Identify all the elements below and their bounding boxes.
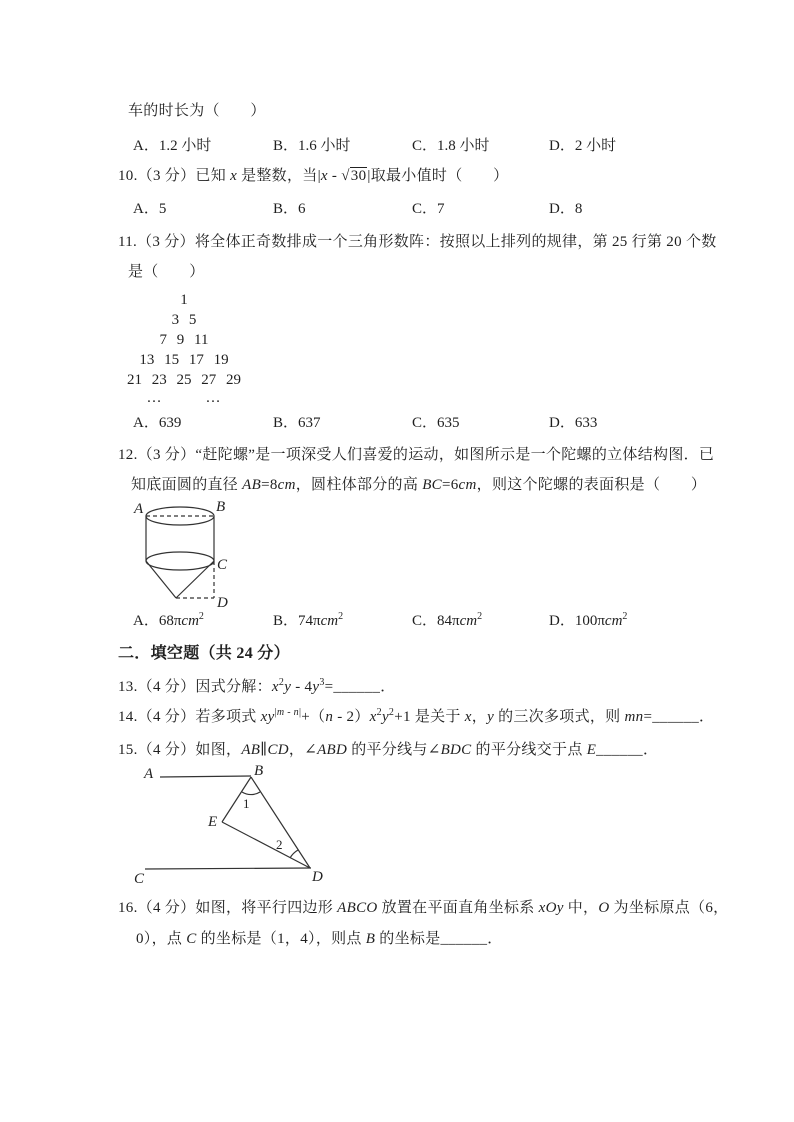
q12-option-a: A．68πcm$^2$ — [133, 611, 204, 629]
q13-stem: 13.（4 分）因式分解：$x^2y$ - $4y^3=\_\_\_\_\_\_$． — [118, 677, 396, 695]
angle-bisector-figure — [130, 761, 330, 889]
point-label-a: A — [134, 501, 144, 517]
point-label-d: D — [217, 595, 228, 611]
q11-option-a: A．639 — [133, 415, 182, 431]
q12-option-d: D．100πcm$^2$ — [549, 611, 628, 629]
point-label-a: A — [144, 766, 154, 782]
line-cd — [145, 868, 311, 869]
q16-stem-line1: 16.（4 分）如图，将平行四边形 ABCO 放置在平面直角坐标系 xOy 中，O 为坐标原点（6， — [118, 900, 729, 916]
q10-option-c: C．7 — [412, 201, 445, 217]
cone-left-side — [146, 561, 176, 598]
point-label-c: C — [134, 871, 145, 887]
triangle-row-ellipsis: … … — [146, 390, 222, 406]
q11-option-d: D．633 — [549, 415, 598, 431]
angle-arc-at-d — [290, 850, 298, 858]
q9-option-a: A．1.2 小时 — [133, 138, 212, 154]
cone-right-side — [176, 561, 214, 598]
segment-ed — [222, 822, 310, 868]
q11-options-row — [133, 412, 597, 434]
point-label-b: B — [254, 763, 264, 779]
q10-options-row — [133, 198, 582, 220]
q10-stem: 10.（3 分）已知 x 是整数，当|x - √30|取最小值时（ ） — [118, 168, 509, 184]
q14-stem: 14.（4 分）若多项式 $xy^{|m - n|}+(n - 2)x^2y^2+1$ 是关于 x，y 的三次多项式，则 mn=______． — [118, 707, 715, 725]
q16-stem-line2: 0），点 C 的坐标是（1，4），则点 B 的坐标是______． — [136, 931, 503, 947]
q9-option-c: C．1.8 小时 — [412, 138, 490, 154]
triangle-row: 7 9 11 — [159, 332, 209, 348]
q11-stem-line1: 11.（3 分）将全体正奇数排成一个三角形数阵：按照以上排列的规律，第 25 行第 20 个数 — [118, 234, 717, 250]
q9-option-b: B．1.6 小时 — [273, 138, 351, 154]
angle-1-label: 1 — [243, 796, 250, 811]
q10-option-b: B．6 — [273, 201, 306, 217]
q11-option-b: B．637 — [273, 415, 321, 431]
q12-stem-line2: 知底面圆的直径 AB=8cm，圆柱体部分的高 BC=6cm，则这个陀螺的表面积是（ ） — [131, 477, 707, 493]
point-label-b: B — [216, 499, 226, 515]
triangle-row: 1 — [180, 292, 188, 308]
segment-bd — [251, 777, 310, 868]
triangle-row: 3 5 — [171, 312, 197, 328]
q15-stem: 15.（4 分）如图，AB∥CD，∠ABD 的平分线与∠BDC 的平分线交于点 E______． — [118, 742, 659, 758]
q10-option-a: A．5 — [133, 201, 167, 217]
section-2-header: 二．填空题（共 24 分） — [118, 645, 290, 662]
cylinder-bottom-ellipse — [146, 552, 214, 570]
q12-stem-line1: 12.（3 分）“赶陀螺”是一项深受人们喜爱的运动，如图所示是一个陀螺的立体结构图．已 — [118, 447, 715, 463]
q12-option-c: C．84πcm$^2$ — [412, 611, 483, 629]
q12-options-row — [133, 610, 627, 632]
triangle-row: 13 15 17 19 — [139, 352, 229, 368]
q9-options-row — [133, 135, 616, 157]
spinning-top-figure — [128, 495, 250, 619]
q10-option-d: D．8 — [549, 201, 583, 217]
angle-2-label: 2 — [276, 837, 283, 852]
q9-option-d: D．2 小时 — [549, 138, 617, 154]
q11-stem-line2: 是（ ） — [128, 264, 205, 280]
line-ab — [160, 776, 251, 777]
point-label-c: C — [217, 557, 228, 573]
q9-stem-tail: 车的时长为（ ） — [128, 103, 266, 119]
q12-option-b: B．74πcm$^2$ — [273, 611, 344, 629]
q11-option-c: C．635 — [412, 415, 460, 431]
point-label-e: E — [208, 814, 218, 830]
triangle-row: 21 23 25 27 29 — [127, 372, 241, 388]
q11-number-triangle — [126, 290, 242, 406]
point-label-d: D — [312, 869, 323, 885]
angle-arc-at-b — [242, 792, 260, 795]
